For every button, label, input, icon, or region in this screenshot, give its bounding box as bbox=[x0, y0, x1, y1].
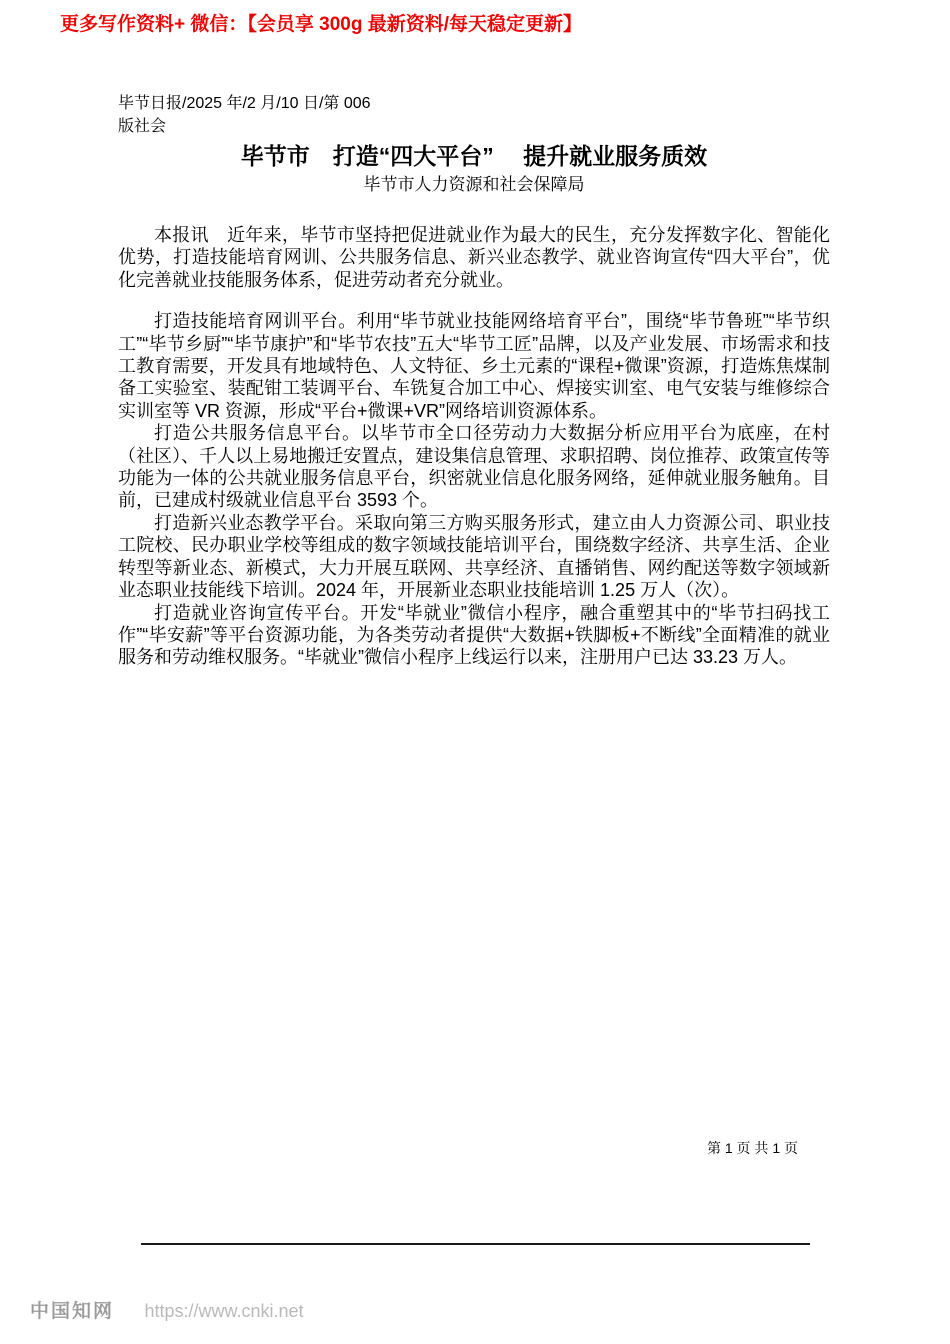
article-paragraph: 打造就业咨询宣传平台。开发“毕就业”微信小程序，融合重塑其中的“毕节扫码找工作”“毕安薪”等平台资源功能，为各类劳动者提供“大数据+铁脚板+不断线”全面精准的就业服务和劳动维权服务。“毕就业”微信小程序上线运行以来，注册用户已达 33.23 万人。 bbox=[118, 602, 830, 668]
article-body bbox=[118, 224, 830, 669]
promo-banner-text: 更多写作资料+ 微信：【会员享 300g 最新资料/每天稳定更新】 bbox=[60, 14, 583, 35]
article-paragraph: 打造新兴业态教学平台。采取向第三方购买服务形式，建立由人力资源公司、职业技工院校、民办职业学校等组成的数字领域技能培训平台，围绕数字经济、共享生活、企业转型等新业态、新模式，大力开展互联网、共享经济、直播销售、网约配送等数字领域新业态职业技能线下培训。2024 年，开展新业态职业技能培训 1.25 万人（次）。 bbox=[118, 512, 830, 601]
footer-divider bbox=[141, 1243, 810, 1245]
article-paragraph: 打造公共服务信息平台。以毕节市全口径劳动力大数据分析应用平台为底座，在村（社区）、千人以上易地搬迁安置点，建设集信息管理、求职招聘、岗位推荐、政策宣传等功能为一体的公共就业服务信息平台，织密就业信息化服务网络，延伸就业服务触角。目前，已建成村级就业信息平台 3593 个。 bbox=[118, 423, 830, 511]
page-number: 第 1 页 共 1 页 bbox=[706, 1140, 798, 1156]
article-title: 毕节市 打造“四大平台” 提升就业服务质效 bbox=[240, 143, 708, 169]
source-line-2: 版社会 bbox=[118, 118, 167, 135]
article-paragraph: 本报讯 近年来，毕节市坚持把促进就业作为最大的民生，充分发挥数字化、智能化优势，打造技能培育网训、公共服务信息、新兴业态教学、就业咨询宣传“四大平台”，优化完善就业技能服务体系，促进劳动者充分就业。 bbox=[118, 225, 830, 290]
newspaper-source bbox=[118, 92, 830, 138]
cnki-logo-text: 中国知网 bbox=[30, 1301, 115, 1322]
article-content bbox=[118, 0, 830, 669]
cnki-watermark bbox=[30, 1296, 304, 1323]
cnki-url: https://www.cnki.net bbox=[144, 1301, 304, 1321]
source-line-1: 毕节日报/2025 年/2 月/10 日/第 006 bbox=[118, 95, 371, 112]
article-paragraph: 打造技能培育网训平台。利用“毕节就业技能网络培育平台”，围绕“毕节鲁班”“毕节织工”“毕节乡厨”“毕节康护”和“毕节农技”五大“毕节工匠”品牌，以及产业发展、市场需求和技工教育需要，开发具有地域特色、人文特征、乡土元素的“课程+微课”资源，打造炼焦煤制备工实验室、装配钳工装调平台、车铣复合加工中心、焊接实训室、电气安装与维修综合实训室等 VR 资源，形成“平台+微课+VR”网络培训资源体系。 bbox=[118, 311, 830, 421]
article-author: 毕节市人力资源和社会保障局 bbox=[363, 175, 585, 194]
